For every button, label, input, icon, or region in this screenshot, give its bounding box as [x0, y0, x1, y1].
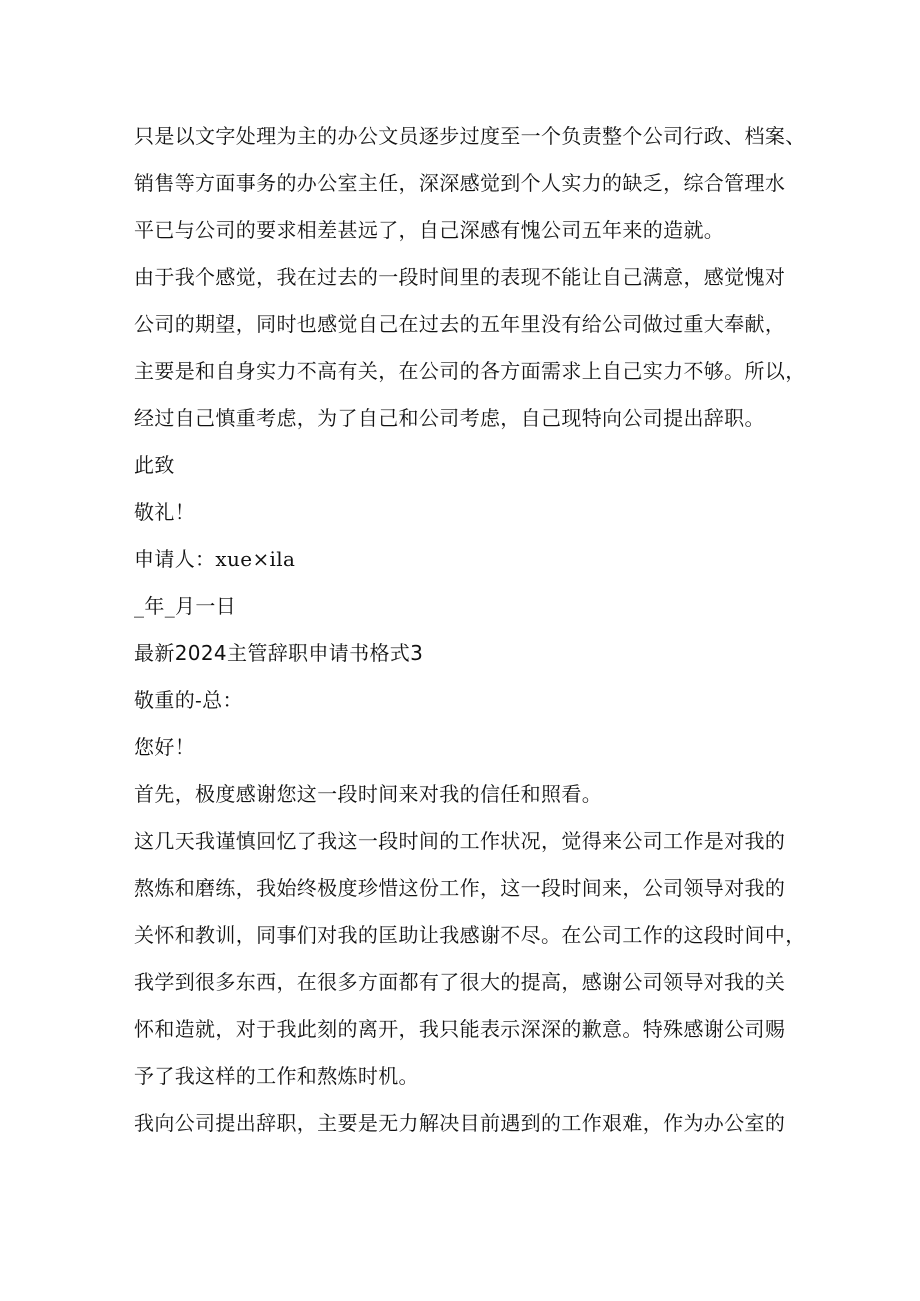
- paragraph-line: 熬炼和磨练，我始终极度珍惜这份工作，这一段时间来，公司领导对我的: [134, 876, 786, 900]
- applicant-signature: 申请人：xue×ila: [134, 547, 296, 571]
- paragraph-line: 经过自己慎重考虑，为了自己和公司考虑，自己现特向公司提出辞职。: [134, 406, 765, 430]
- paragraph-line: 我向公司提出辞职，主要是无力解决目前遇到的工作艰难，作为办公室的: [134, 1111, 786, 1135]
- paragraph-line: 销售等方面事务的办公室主任，深深感觉到个人实力的缺乏，综合管理水: [134, 171, 786, 195]
- paragraph-line: 由于我个感觉，我在过去的一段时间里的表现不能让自己满意，感觉愧对: [134, 265, 786, 289]
- paragraph-line: 只是以文字处理为主的办公文员逐步过度至一个负责整个公司行政、档案、: [134, 124, 806, 148]
- paragraph-line: 这几天我谨慎回忆了我这一段时间的工作状况，觉得来公司工作是对我的: [134, 829, 786, 853]
- document-body: [134, 113, 806, 1147]
- paragraph-line: 怀和造就，对于我此刻的离开，我只能表示深深的歉意。特殊感谢公司赐: [134, 1017, 786, 1041]
- date-line: _年_月一日: [134, 594, 237, 618]
- letter-greeting: 敬重的-总：: [134, 688, 243, 712]
- paragraph-line: 公司的期望，同时也感觉自己在过去的五年里没有给公司做过重大奉献，: [134, 312, 786, 336]
- paragraph-line: 首先，极度感谢您这一段时间来对我的信任和照看。: [134, 782, 603, 806]
- paragraph-line: 主要是和自身实力不高有关，在公司的各方面需求上自己实力不够。所以，: [134, 359, 806, 383]
- closing-salutation: 此致: [134, 453, 175, 477]
- letter-hello: 您好！: [134, 735, 196, 759]
- paragraph-line: 予了我这样的工作和熬炼时机。: [134, 1064, 419, 1088]
- paragraph-line: 关怀和教训，同事们对我的匡助让我感谢不尽。在公司工作的这段时间中，: [134, 923, 806, 947]
- section-heading: 最新2024主管辞职申请书格式3: [134, 641, 424, 665]
- paragraph-line: 平已与公司的要求相差甚远了，自己深感有愧公司五年来的造就。: [134, 218, 725, 242]
- paragraph-line: 我学到很多东西，在很多方面都有了很大的提高，感谢公司领导对我的关: [134, 970, 786, 994]
- closing-regards: 敬礼！: [134, 500, 196, 524]
